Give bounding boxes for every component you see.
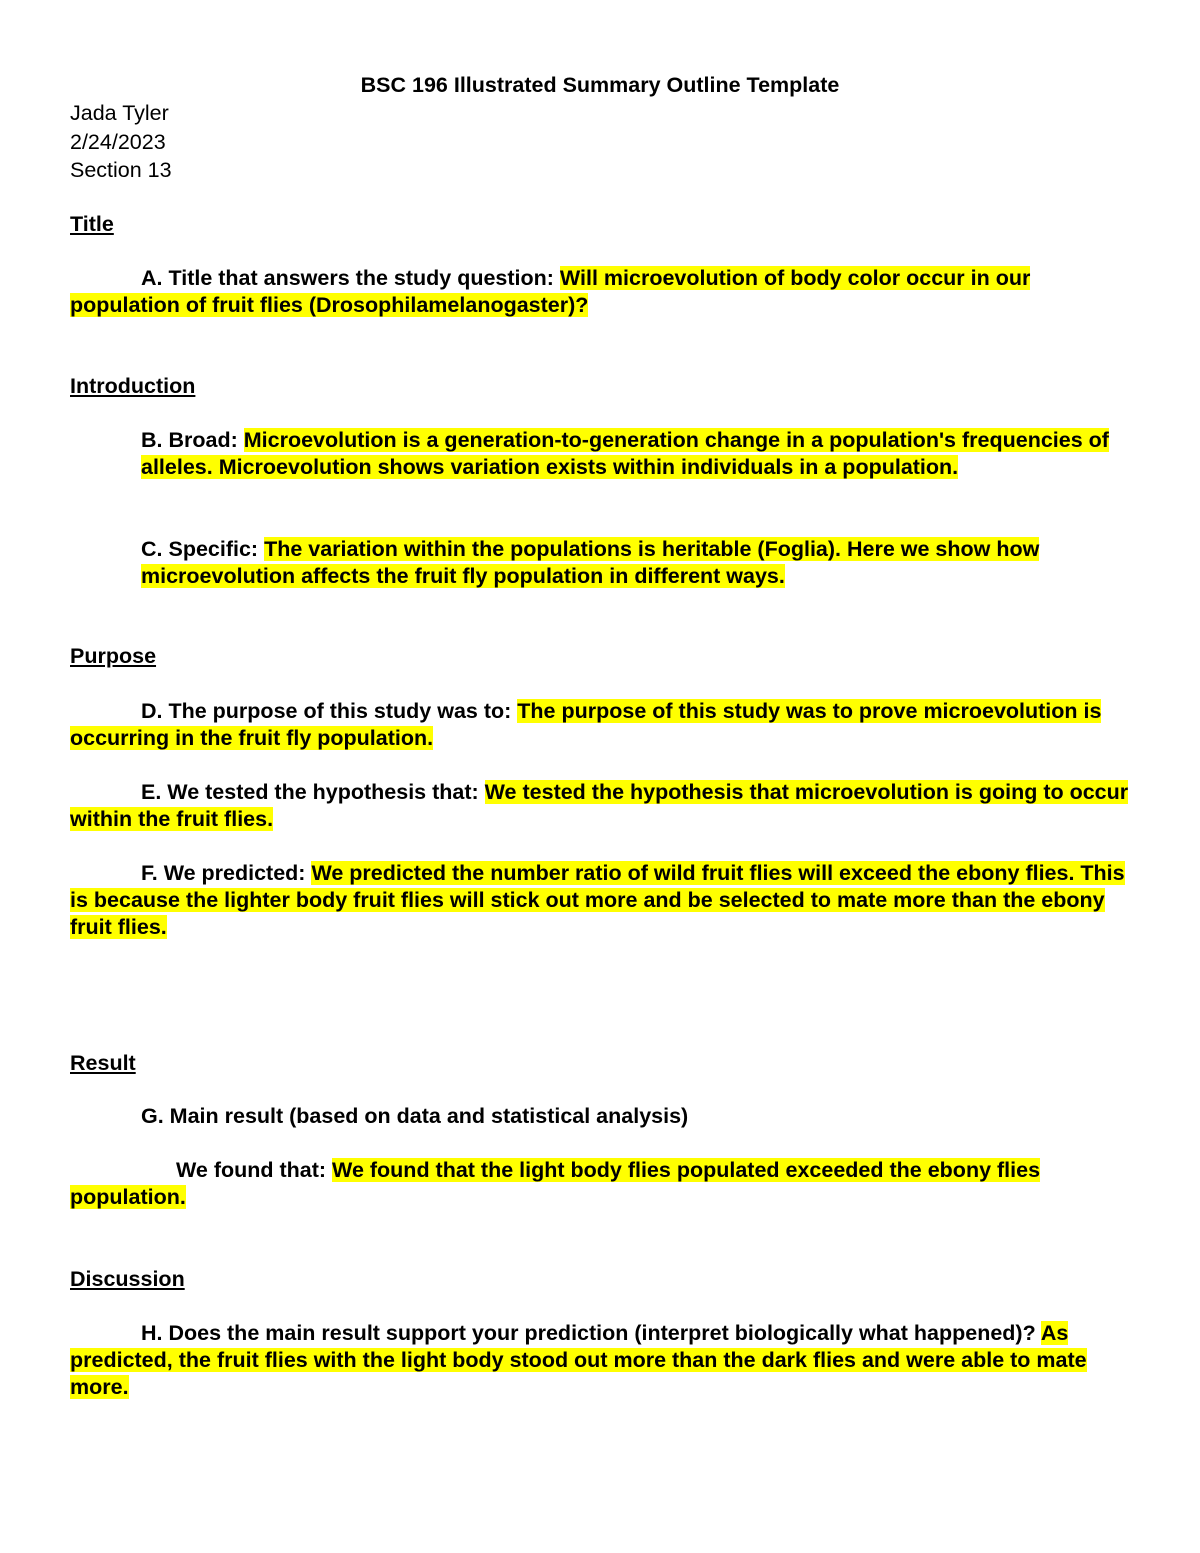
item-a-prompt: A. Title that answers the study question: xyxy=(141,266,560,290)
introduction-heading: Introduction xyxy=(70,374,196,398)
item-a-answer: Will microevolution of body color occur in our population of fruit flies (Drosophilamelanogaster)? xyxy=(70,266,1031,317)
discussion-heading: Discussion xyxy=(70,1267,185,1291)
found-answer: We found that the light body flies populated exceeded the ebony flies population. xyxy=(70,1158,1041,1209)
item-b-answer: Microevolution is a generation-to-generation change in a population's frequencies of alleles. Microevolution shows variation exists within individuals in a population. xyxy=(141,428,1109,479)
item-h xyxy=(70,1320,1130,1401)
item-d-answer: The purpose of this study was to prove microevolution is occurring in the fruit fly population. xyxy=(70,699,1102,750)
item-found xyxy=(70,1157,1130,1211)
item-h-answer: As predicted, the fruit flies with the light body stood out more than the dark flies and were able to mate more. xyxy=(70,1321,1087,1399)
purpose-heading: Purpose xyxy=(70,644,157,668)
result-heading: Result xyxy=(70,1051,136,1075)
item-b xyxy=(141,427,1131,481)
found-prompt: We found that: xyxy=(176,1158,333,1182)
title-heading: Title xyxy=(70,212,114,236)
document-meta xyxy=(70,99,172,185)
item-f-answer: We predicted the number ratio of wild fruit flies will exceed the ebony flies. This is because the lighter body fruit flies will stick out more and be selected to mate more than the ebony fruit flies. xyxy=(70,861,1125,939)
item-f-prompt: F. We predicted: xyxy=(141,861,312,885)
document-title: BSC 196 Illustrated Summary Outline Template xyxy=(360,73,840,97)
item-g xyxy=(70,1103,1130,1130)
class-section: Section 13 xyxy=(70,158,172,182)
item-f xyxy=(70,860,1130,941)
item-e-answer: We tested the hypothesis that microevolution is going to occur within the fruit flies. xyxy=(70,780,1129,831)
item-d xyxy=(70,698,1130,752)
item-a xyxy=(70,265,1130,319)
item-c-answer: The variation within the populations is heritable (Foglia). Here we show how microevolution affects the fruit fly population in different ways. xyxy=(141,537,1040,588)
author-name: Jada Tyler xyxy=(70,101,169,125)
item-e-prompt: E. We tested the hypothesis that: xyxy=(141,780,485,804)
item-d-prompt: D. The purpose of this study was to: xyxy=(141,699,518,723)
item-b-prompt: B. Broad: xyxy=(141,428,244,452)
item-c xyxy=(141,536,1131,590)
item-c-prompt: C. Specific: xyxy=(141,537,265,561)
item-g-prompt: G. Main result (based on data and statistical analysis) xyxy=(141,1104,689,1128)
item-h-prompt: H. Does the main result support your prediction (interpret biologically what happened)? xyxy=(141,1321,1041,1345)
item-e xyxy=(70,779,1130,833)
document-date: 2/24/2023 xyxy=(70,129,166,154)
